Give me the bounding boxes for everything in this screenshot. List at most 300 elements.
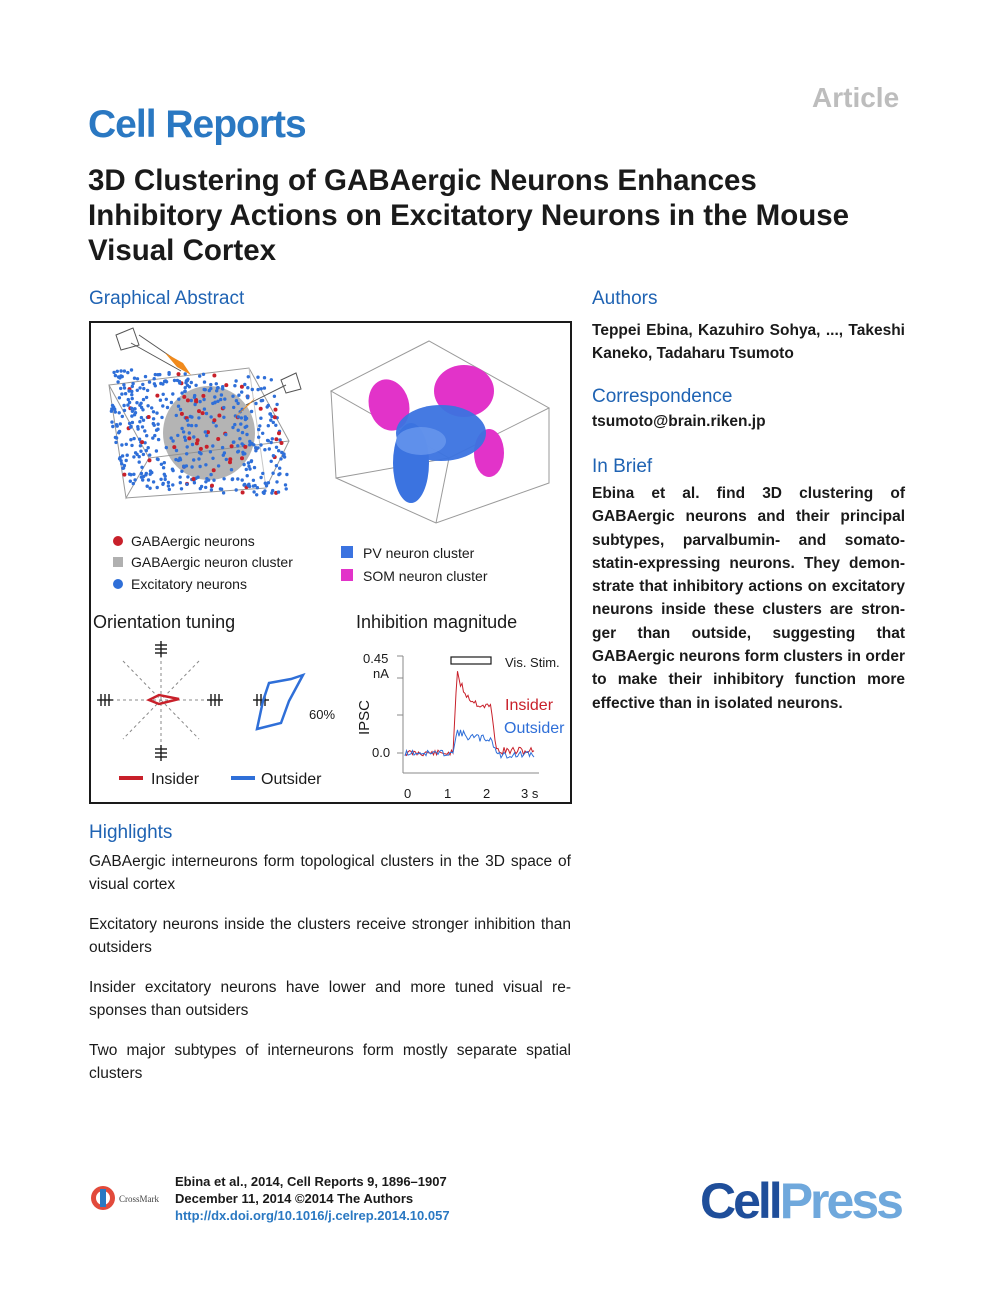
excitatory-neuron-dot: [130, 368, 133, 371]
excitatory-neuron-dot: [128, 422, 131, 425]
correspondence-heading: Correspondence: [592, 386, 733, 407]
gaba-neuron-dot: [274, 437, 278, 441]
excitatory-neuron-dot: [136, 389, 139, 392]
excitatory-neuron-dot: [221, 446, 224, 449]
excitatory-neuron-dot: [261, 432, 264, 435]
excitatory-neuron-dot: [138, 438, 141, 441]
excitatory-neuron-dot: [119, 387, 122, 390]
excitatory-neuron-dot: [128, 473, 131, 476]
excitatory-neuron-dot: [174, 458, 177, 461]
ipsc-axis-label: IPSC: [356, 699, 373, 735]
excitatory-neuron-dot: [254, 449, 257, 452]
gaba-neuron-dot: [216, 437, 220, 441]
excitatory-neuron-dot: [223, 397, 226, 400]
gaba-neuron-dot: [205, 445, 209, 449]
inhibition-magnitude-panel: [356, 612, 565, 801]
excitatory-neuron-dot: [268, 447, 271, 450]
excitatory-neuron-dot: [182, 430, 185, 433]
gaba-neuron-dot: [243, 445, 247, 449]
excitatory-neuron-dot: [263, 376, 266, 379]
excitatory-neuron-dot: [259, 443, 262, 446]
article-type-label: Article: [812, 82, 900, 113]
excitatory-neuron-dot: [142, 453, 145, 456]
excitatory-neuron-dot: [255, 493, 258, 496]
highlight-item: Excitatory neurons inside the clusters receive stronger inhibition than outsiders: [89, 916, 571, 957]
excitatory-neuron-dot: [263, 386, 266, 389]
time-tick-3: 3 s: [521, 786, 539, 801]
excitatory-neuron-dot: [132, 473, 135, 476]
excitatory-neuron-dot: [246, 474, 249, 477]
ipsc-top-tick: 0.45: [363, 651, 389, 666]
excitatory-neuron-dot: [153, 382, 156, 385]
excitatory-neuron-dot: [180, 487, 183, 490]
legend-excitatory-neurons: Excitatory neurons: [131, 576, 247, 592]
excitatory-neuron-dot: [180, 470, 183, 473]
excitatory-neuron-dot: [282, 454, 285, 457]
excitatory-neuron-dot: [236, 402, 239, 405]
excitatory-neuron-dot: [130, 444, 133, 447]
excitatory-neuron-dot: [257, 428, 260, 431]
excitatory-neuron-dot: [170, 436, 173, 439]
excitatory-neuron-dot: [122, 383, 125, 386]
excitatory-neuron-dot: [145, 396, 148, 399]
excitatory-neuron-dot: [271, 437, 274, 440]
excitatory-neuron-dot: [236, 477, 239, 480]
excitatory-neuron-dot: [171, 439, 174, 442]
excitatory-neuron-dot: [237, 415, 240, 418]
excitatory-neuron-dot: [256, 388, 259, 391]
excitatory-neuron-dot: [126, 371, 129, 374]
excitatory-neuron-dot: [147, 478, 150, 481]
excitatory-neuron-dot: [258, 424, 261, 427]
excitatory-neuron-dot: [188, 431, 191, 434]
excitatory-neuron-dot: [275, 446, 278, 449]
excitatory-neuron-dot: [247, 484, 250, 487]
excitatory-neuron-dot: [237, 394, 240, 397]
excitatory-neuron-dot: [136, 377, 139, 380]
excitatory-neuron-dot: [140, 416, 143, 419]
gaba-neuron-dot: [197, 409, 201, 413]
excitatory-neuron-dot: [167, 373, 170, 376]
excitatory-neuron-dot: [130, 407, 133, 410]
excitatory-neuron-dot: [129, 480, 132, 483]
excitatory-neuron-dot: [146, 404, 149, 407]
excitatory-neuron-dot: [277, 490, 280, 493]
excitatory-neuron-dot: [247, 375, 250, 378]
excitatory-neuron-dot: [236, 444, 239, 447]
excitatory-neuron-dot: [233, 384, 236, 387]
gaba-neuron-dot: [201, 411, 205, 415]
excitatory-neuron-dot: [130, 390, 133, 393]
excitatory-neuron-dot: [176, 379, 179, 382]
excitatory-neuron-dot: [142, 387, 145, 390]
excitatory-neuron-dot: [240, 390, 243, 393]
gaba-neuron-dot: [230, 444, 234, 448]
gaba-neuron-dot: [187, 436, 191, 440]
excitatory-neuron-dot: [126, 454, 129, 457]
excitatory-neuron-dot: [202, 373, 205, 376]
excitatory-neuron-dot: [143, 429, 146, 432]
excitatory-neuron-dot: [267, 481, 270, 484]
excitatory-neuron-dot: [248, 440, 251, 443]
excitatory-neuron-dot: [152, 417, 155, 420]
legend-som-cluster: SOM neuron cluster: [363, 568, 488, 584]
excitatory-neuron-dot: [171, 392, 174, 395]
excitatory-neuron-dot: [114, 374, 117, 377]
excitatory-neuron-dot: [232, 406, 235, 409]
excitatory-neuron-dot: [199, 452, 202, 455]
excitatory-neuron-dot: [185, 483, 188, 486]
excitatory-neuron-dot: [156, 457, 159, 460]
excitatory-neuron-dot: [245, 433, 248, 436]
excitatory-neuron-dot: [121, 454, 124, 457]
excitatory-neuron-dot: [256, 446, 259, 449]
excitatory-neuron-dot: [140, 406, 143, 409]
excitatory-neuron-dot: [135, 401, 138, 404]
excitatory-neuron-dot: [261, 399, 264, 402]
gaba-neuron-dot: [186, 398, 190, 402]
gaba-neuron-dot: [210, 484, 214, 488]
excitatory-neuron-dot: [222, 406, 225, 409]
excitatory-neuron-dot: [250, 460, 253, 463]
excitatory-neuron-dot: [116, 370, 119, 373]
excitatory-neuron-dot: [123, 386, 126, 389]
excitatory-neuron-dot: [270, 491, 273, 494]
excitatory-neuron-dot: [259, 417, 262, 420]
excitatory-neuron-dot: [180, 427, 183, 430]
excitatory-neuron-dot: [165, 380, 168, 383]
excitatory-neuron-dot: [251, 388, 254, 391]
excitatory-neuron-dot: [153, 377, 156, 380]
gaba-neuron-dot: [199, 447, 203, 451]
excitatory-neuron-dot: [198, 374, 201, 377]
excitatory-neuron-dot: [217, 464, 220, 467]
excitatory-neuron-dot: [225, 458, 228, 461]
excitatory-neuron-dot: [132, 455, 135, 458]
excitatory-neuron-dot: [139, 402, 142, 405]
citation-line: Ebina et al., 2014, Cell Reports 9, 1896–1907: [175, 1174, 447, 1189]
excitatory-neuron-dot: [205, 434, 208, 437]
excitatory-neuron-dot: [274, 424, 277, 427]
excitatory-neuron-dot: [257, 436, 260, 439]
excitatory-neuron-dot: [164, 475, 167, 478]
excitatory-neuron-dot: [237, 450, 240, 453]
excitatory-neuron-dot: [209, 450, 212, 453]
excitatory-neuron-dot: [194, 384, 197, 387]
excitatory-neuron-dot: [177, 398, 180, 401]
excitatory-neuron-dot: [185, 452, 188, 455]
excitatory-neuron-dot: [132, 437, 135, 440]
gaba-neuron-dot: [240, 456, 244, 460]
excitatory-neuron-dot: [220, 393, 223, 396]
excitatory-neuron-dot: [198, 400, 201, 403]
excitatory-neuron-dot: [173, 379, 176, 382]
excitatory-neuron-dot: [208, 389, 211, 392]
excitatory-neuron-dot: [204, 463, 207, 466]
excitatory-neuron-dot: [146, 485, 149, 488]
excitatory-neuron-dot: [278, 467, 281, 470]
gaba-neuron-dot: [180, 412, 184, 416]
excitatory-neuron-dot: [194, 424, 197, 427]
legend-outsider: Outsider: [261, 771, 322, 788]
excitatory-neuron-dot: [222, 477, 225, 480]
excitatory-neuron-dot: [118, 430, 121, 433]
excitatory-neuron-dot: [128, 401, 131, 404]
excitatory-neuron-dot: [184, 439, 187, 442]
inhibition-title: Inhibition magnitude: [356, 612, 518, 632]
excitatory-neuron-dot: [186, 475, 189, 478]
excitatory-neuron-dot: [148, 453, 151, 456]
excitatory-neuron-dot: [134, 411, 137, 414]
correspondence-email[interactable]: tsumoto@brain.riken.jp: [592, 413, 766, 430]
gaba-neuron-dot: [274, 408, 278, 412]
excitatory-neuron-dot: [213, 395, 216, 398]
ipsc-unit: nA: [373, 666, 389, 681]
excitatory-neuron-dot: [184, 390, 187, 393]
excitatory-neuron-dot: [152, 410, 155, 413]
excitatory-neuron-dot: [216, 386, 219, 389]
excitatory-neuron-dot: [123, 464, 126, 467]
excitatory-neuron-dot: [140, 466, 143, 469]
excitatory-neuron-dot: [141, 383, 144, 386]
gaba-neuron-dot: [273, 415, 277, 419]
excitatory-neuron-dot: [170, 401, 173, 404]
excitatory-neuron-dot: [180, 391, 183, 394]
excitatory-neuron-dot: [148, 380, 151, 383]
gaba-neuron-dot: [182, 395, 186, 399]
outsider-tuning-curve: [257, 675, 303, 729]
cellpress-logo-cell: Cell: [700, 1173, 780, 1229]
excitatory-neuron-dot: [145, 434, 148, 437]
crossmark-badge[interactable]: [90, 1183, 180, 1213]
excitatory-neuron-dot: [234, 379, 237, 382]
excitatory-neuron-dot: [179, 408, 182, 411]
excitatory-neuron-dot: [166, 406, 169, 409]
time-tick-2: 2: [483, 786, 491, 801]
neuron-3d-scatter: [109, 328, 301, 498]
excitatory-neuron-dot: [261, 472, 264, 475]
gaba-neuron-dot: [217, 414, 221, 418]
excitatory-neuron-dot: [246, 386, 249, 389]
date-line: December 11, 2014 ©2014 The Authors: [175, 1191, 414, 1206]
excitatory-neuron-dot: [118, 411, 121, 414]
excitatory-neuron-dot: [123, 409, 126, 412]
excitatory-neuron-dot: [205, 477, 208, 480]
crossmark-label: CrossMark: [119, 1194, 159, 1204]
excitatory-neuron-dot: [190, 424, 193, 427]
excitatory-neuron-dot: [253, 466, 256, 469]
cellpress-logo[interactable]: [700, 1172, 901, 1230]
excitatory-neuron-dot: [275, 403, 278, 406]
legend-insider: Insider: [151, 771, 200, 788]
excitatory-neuron-dot: [285, 487, 288, 490]
gaba-neuron-dot: [155, 394, 159, 398]
excitatory-neuron-dot: [133, 377, 136, 380]
graphical-abstract-figure: [89, 321, 572, 804]
excitatory-neuron-dot: [252, 484, 255, 487]
excitatory-neuron-dot: [187, 424, 190, 427]
excitatory-neuron-dot: [120, 392, 123, 395]
excitatory-neuron-dot: [244, 418, 247, 421]
excitatory-neuron-dot: [171, 483, 174, 486]
excitatory-neuron-dot: [186, 445, 189, 448]
som-swatch: [341, 569, 353, 581]
excitatory-neuron-dot: [156, 428, 159, 431]
excitatory-neuron-dot: [235, 488, 238, 491]
legend-gaba-cluster: GABAergic neuron cluster: [131, 554, 293, 570]
excitatory-neuron-dot: [133, 478, 136, 481]
excitatory-neuron-dot: [188, 385, 191, 388]
excitatory-neuron-dot: [197, 457, 200, 460]
gaba-neuron-dot: [280, 441, 284, 445]
excitatory-neuron-dot: [192, 435, 195, 438]
excitatory-neuron-dot: [248, 467, 251, 470]
excitatory-neuron-dot: [237, 429, 240, 432]
excitatory-neuron-dot: [129, 438, 132, 441]
legend-gaba-neurons: GABAergic neurons: [131, 533, 255, 549]
excitatory-neuron-dot: [111, 404, 114, 407]
excitatory-neuron-dot: [159, 478, 162, 481]
gaba-neuron-dot: [201, 394, 205, 398]
excitatory-neuron-dot: [138, 386, 141, 389]
excitatory-neuron-dot: [272, 421, 275, 424]
stim-bar: [451, 657, 491, 664]
excitatory-neuron-dot: [231, 426, 234, 429]
excitatory-neuron-dot: [149, 473, 152, 476]
excitatory-neuron-dot: [231, 395, 234, 398]
excitatory-neuron-dot: [139, 444, 142, 447]
highlight-item: Insider excitatory neurons have lower and more tuned visual re-sponses than outsiders: [89, 979, 571, 1020]
highlight-item: GABAergic interneurons form topological clusters in the 3D space of visual cortex: [89, 853, 571, 894]
excitatory-neuron-dot: [130, 393, 133, 396]
excitatory-neuron-dot: [285, 473, 288, 476]
gaba-neuron-swatch: [113, 536, 123, 546]
excitatory-neuron-dot: [141, 478, 144, 481]
excitatory-neuron-dot: [186, 419, 189, 422]
excitatory-neuron-dot: [265, 484, 268, 487]
excitatory-neuron-dot: [156, 486, 159, 489]
excitatory-neuron-dot: [114, 410, 117, 413]
excitatory-neuron-dot: [242, 463, 245, 466]
excitatory-neuron-dot: [185, 464, 188, 467]
excitatory-neuron-dot: [131, 410, 134, 413]
gaba-neuron-dot: [212, 418, 216, 422]
excitatory-neuron-dot: [131, 382, 134, 385]
excitatory-neuron-dot: [190, 381, 193, 384]
gaba-neuron-dot: [228, 460, 232, 464]
pv-som-cluster-render: [331, 341, 549, 523]
excitatory-neuron-dot: [153, 434, 156, 437]
excitatory-neuron-dot: [142, 398, 145, 401]
excitatory-neuron-dot: [254, 402, 257, 405]
excitatory-neuron-dot: [243, 452, 246, 455]
excitatory-neuron-dot: [198, 465, 201, 468]
gaba-neuron-dot: [240, 385, 244, 389]
excitatory-neuron-dot: [167, 484, 170, 487]
excitatory-neuron-dot: [284, 483, 287, 486]
excitatory-neuron-dot: [191, 443, 194, 446]
excitatory-neuron-dot: [131, 397, 134, 400]
excitatory-neuron-dot: [243, 383, 246, 386]
excitatory-neuron-dot: [124, 392, 127, 395]
excitatory-neuron-dot: [160, 416, 163, 419]
legend-pv-cluster: PV neuron cluster: [363, 545, 475, 561]
excitatory-neuron-dot: [120, 443, 123, 446]
excitatory-neuron-dot: [190, 465, 193, 468]
excitatory-neuron-dot: [252, 479, 255, 482]
excitatory-neuron-dot: [147, 446, 150, 449]
figure-legend: [113, 533, 488, 592]
in-brief-text: Ebina et al. find 3D clustering of GABAergic neurons and their principal subtypes, parvalbumin- and somato-statin-expressing neurons. They demon-strate that inhibitory actions on excitatory neurons inside these clusters are stron-ger than outside, suggesting that GABAergic neurons form clusters in order to make their inhibitory function more effective than in isolated neurons.: [592, 485, 905, 712]
excitatory-neuron-dot: [212, 479, 215, 482]
gaba-neuron-dot: [241, 491, 245, 495]
excitatory-neuron-dot: [175, 449, 178, 452]
excitatory-neuron-dot: [161, 382, 164, 385]
excitatory-neuron-dot: [146, 389, 149, 392]
excitatory-neuron-dot: [140, 472, 143, 475]
excitatory-neuron-dot: [144, 375, 147, 378]
excitatory-neuron-dot: [193, 396, 196, 399]
gaba-neuron-dot: [224, 383, 228, 387]
excitatory-neuron-dot: [193, 403, 196, 406]
excitatory-neuron-dot: [161, 404, 164, 407]
excitatory-neuron-dot: [202, 398, 205, 401]
gaba-neuron-dot: [122, 473, 126, 477]
authors-heading: Authors: [592, 288, 658, 309]
excitatory-neuron-dot: [209, 473, 212, 476]
excitatory-neuron-dot: [148, 487, 151, 490]
excitatory-neuron-dot: [125, 443, 128, 446]
gaba-neuron-dot: [147, 415, 151, 419]
excitatory-neuron-dot: [273, 395, 276, 398]
orientation-title: Orientation tuning: [93, 612, 236, 632]
highlights-heading: Highlights: [89, 822, 173, 843]
excitatory-neuron-dot: [159, 399, 162, 402]
excitatory-neuron-dot: [277, 449, 280, 452]
excitatory-neuron-dot: [241, 431, 244, 434]
excitatory-neuron-dot: [231, 478, 234, 481]
excitatory-neuron-dot: [121, 415, 124, 418]
excitatory-neuron-dot: [179, 458, 182, 461]
excitatory-neuron-dot: [145, 449, 148, 452]
excitatory-neuron-dot: [132, 482, 135, 485]
excitatory-neuron-dot: [138, 460, 141, 463]
excitatory-neuron-dot: [190, 399, 193, 402]
excitatory-neuron-dot: [262, 491, 265, 494]
gaba-neuron-dot: [277, 431, 281, 435]
excitatory-neuron-dot: [203, 380, 206, 383]
excitatory-neuron-dot: [270, 441, 273, 444]
excitatory-neuron-dot: [221, 387, 224, 390]
stim-label: Vis. Stim.: [505, 655, 560, 670]
trace-label-insider: Insider: [505, 697, 554, 714]
journal-logo[interactable]: Cell Reports: [88, 103, 306, 146]
excitatory-neuron-dot: [270, 460, 273, 463]
excitatory-neuron-dot: [256, 486, 259, 489]
excitatory-neuron-dot: [116, 380, 119, 383]
excitatory-neuron-dot: [189, 415, 192, 418]
excitatory-neuron-dot: [163, 461, 166, 464]
excitatory-neuron-dot: [263, 448, 266, 451]
excitatory-neuron-dot: [275, 480, 278, 483]
excitatory-neuron-dot: [268, 412, 271, 415]
pv-swatch: [341, 546, 353, 558]
graphical-abstract-heading: Graphical Abstract: [89, 288, 245, 309]
doi-link[interactable]: http://dx.doi.org/10.1016/j.celrep.2014.10.057: [175, 1208, 450, 1223]
excitatory-neuron-dot: [110, 420, 113, 423]
excitatory-neuron-dot: [141, 425, 144, 428]
excitatory-neuron-dot: [200, 485, 203, 488]
